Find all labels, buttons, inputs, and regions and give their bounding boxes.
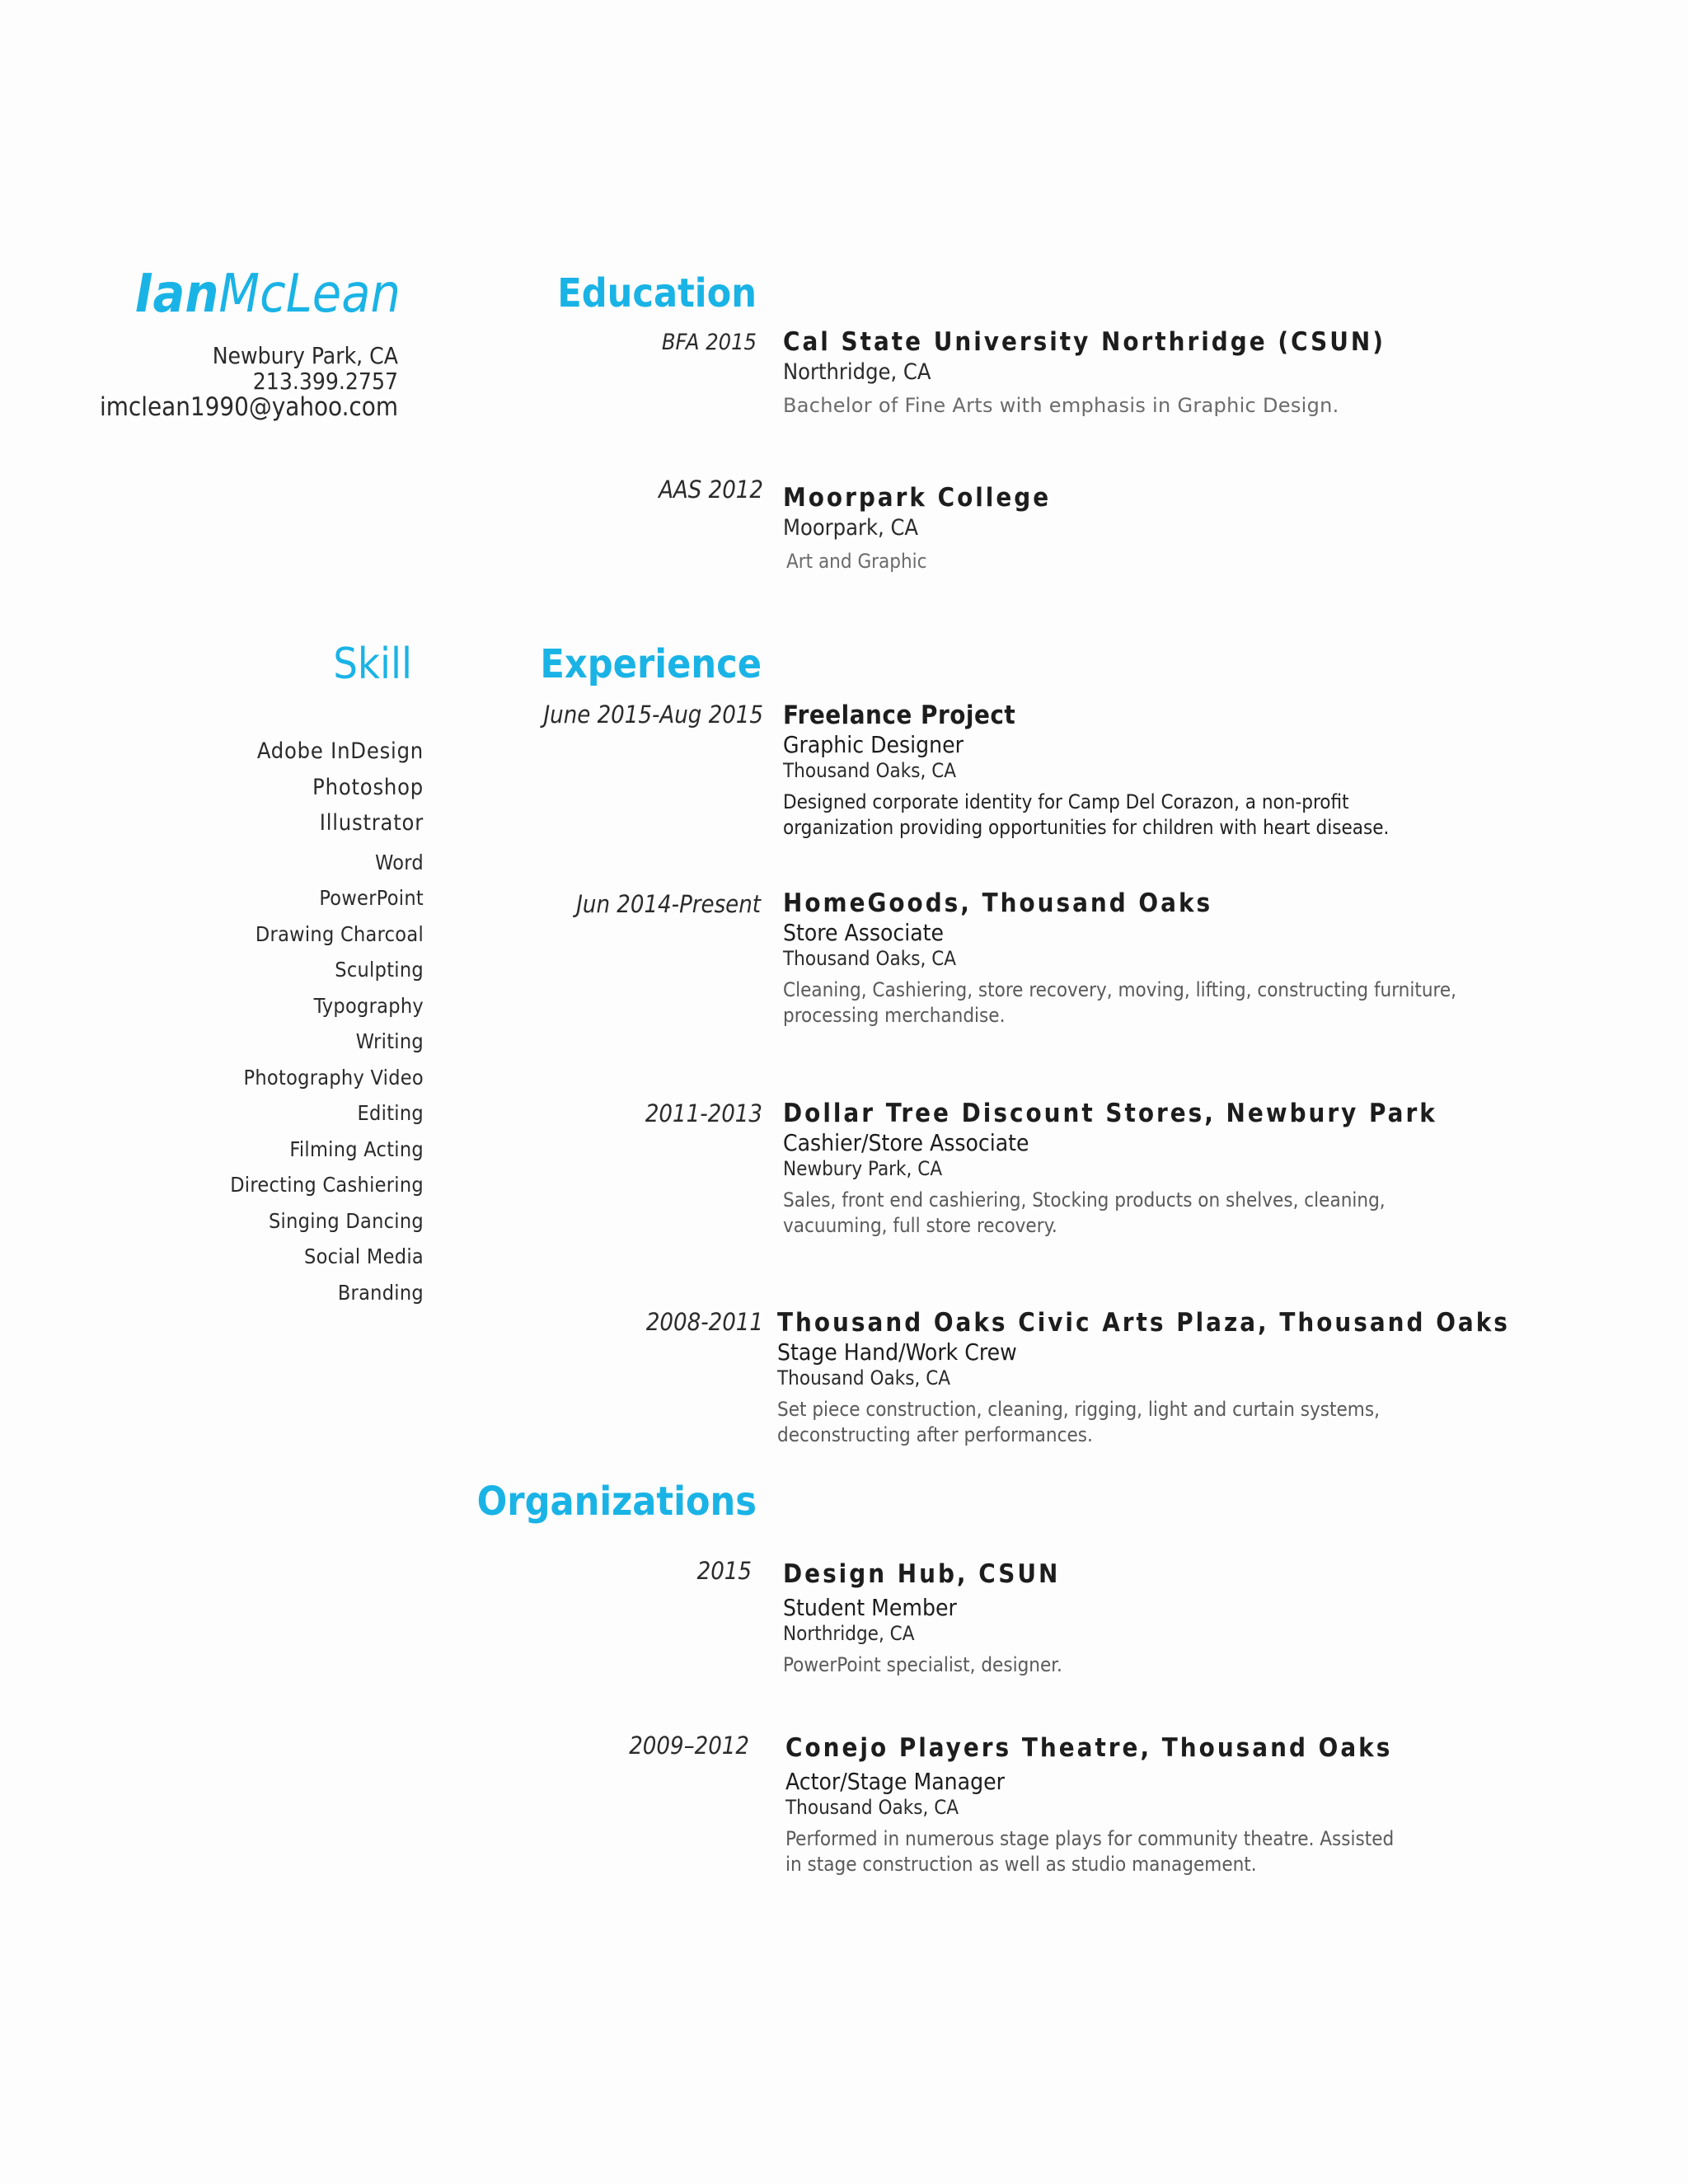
organization-location: Thousand Oaks, CA — [785, 1795, 959, 1819]
skill-item: Social Media — [304, 1244, 424, 1268]
job-role: Store Associate — [783, 918, 945, 946]
experience-entry — [783, 888, 1541, 1029]
skill-item: PowerPoint — [319, 886, 424, 910]
job-description: Sales, front end cashiering, Stocking products on shelves, cleaning, vacuuming, full store recovery. — [783, 1188, 1386, 1238]
contact-phone: 213.399.2757 — [252, 368, 398, 395]
organization-date: 2015 — [696, 1557, 752, 1585]
contact-email: imclean1990@yahoo.com — [99, 392, 398, 422]
education-entry — [783, 326, 1541, 419]
first-name: Ian — [135, 264, 219, 325]
organization-name: Design Hub, CSUN — [783, 1559, 1061, 1589]
skill-item: Singing Dancing — [268, 1208, 424, 1233]
degree-description: Bachelor of Fine Arts with emphasis in Graphic Design. — [783, 393, 1339, 417]
skill-item: Editing — [357, 1101, 424, 1125]
job-location: Thousand Oaks, CA — [783, 758, 957, 782]
contact-location: Newbury Park, CA — [212, 342, 398, 369]
education-heading: Education — [557, 270, 757, 316]
experience-date: 2011-2013 — [645, 1099, 762, 1127]
organization-location: Northridge, CA — [783, 1621, 915, 1645]
organizations-heading: Organizations — [476, 1479, 757, 1525]
education-date: AAS 2012 — [659, 476, 763, 504]
job-role: Stage Hand/Work Crew — [777, 1338, 1017, 1366]
skill-heading: Skill — [333, 640, 412, 689]
experience-date: June 2015-Aug 2015 — [543, 701, 763, 729]
school-name: Cal State University Northridge (CSUN) — [783, 327, 1386, 357]
skill-item: Photography Video — [243, 1065, 424, 1090]
job-location: Thousand Oaks, CA — [777, 1366, 951, 1390]
experience-heading: Experience — [540, 641, 762, 687]
organization-entry — [783, 1558, 1541, 1678]
organization-name: Dollar Tree Discount Stores, Newbury Park — [783, 1099, 1437, 1128]
skill-item: Sculpting — [335, 958, 424, 982]
organization-name: Thousand Oaks Civic Arts Plaza, Thousand Oaks — [777, 1308, 1510, 1338]
organization-name: Conejo Players Theatre, Thousand Oaks — [785, 1733, 1393, 1763]
member-role: Actor/Stage Manager — [785, 1767, 1005, 1795]
job-location: Newbury Park, CA — [783, 1156, 943, 1180]
organization-name: Freelance Project — [783, 701, 1016, 730]
job-description: Set piece construction, cleaning, rigging, light and curtain systems, deconstructing after performances. — [777, 1397, 1380, 1447]
degree-description: Art and Graphic — [786, 549, 927, 573]
organization-entry — [785, 1732, 1544, 1877]
skill-item: Word — [375, 850, 424, 874]
experience-date: Jun 2014-Present — [576, 890, 761, 918]
skill-item: Filming Acting — [289, 1137, 424, 1161]
school-location: Northridge, CA — [783, 359, 931, 385]
education-entry — [783, 482, 1541, 574]
skill-item: Adobe InDesign — [256, 738, 424, 764]
school-name: Moorpark College — [783, 483, 1052, 513]
experience-entry — [783, 700, 1541, 841]
job-description: Cleaning, Cashiering, store recovery, moving, lifting, constructing furniture, processing merchandise. — [783, 977, 1456, 1028]
job-description: Designed corporate identity for Camp Del Corazon, a non-profit organization providing opportunities for children with heart disease. — [783, 790, 1390, 840]
job-location: Thousand Oaks, CA — [783, 946, 957, 970]
member-role: Student Member — [783, 1593, 957, 1621]
skill-item: Illustrator — [319, 810, 424, 836]
skill-item: Photoshop — [312, 774, 424, 800]
experience-entry — [777, 1307, 1536, 1448]
skill-item: Drawing Charcoal — [255, 921, 424, 946]
skill-item: Writing — [355, 1029, 424, 1053]
job-role: Cashier/Store Associate — [783, 1128, 1029, 1156]
organization-name: HomeGoods, Thousand Oaks — [783, 888, 1213, 918]
organization-description: PowerPoint specialist, designer. — [783, 1652, 1062, 1676]
candidate-name — [135, 264, 401, 325]
education-date: BFA 2015 — [661, 330, 757, 355]
school-location: Moorpark, CA — [783, 514, 919, 541]
organization-date: 2009–2012 — [629, 1732, 749, 1760]
skill-item: Typography — [313, 993, 424, 1018]
skill-item: Branding — [337, 1280, 424, 1305]
last-name: McLean — [218, 264, 401, 325]
skill-item: Directing Cashiering — [230, 1173, 424, 1197]
experience-date: 2008-2011 — [645, 1308, 763, 1336]
experience-entry — [783, 1098, 1541, 1239]
organization-description: Performed in numerous stage plays for community theatre. Assisted in stage construction as well as studio management. — [785, 1826, 1395, 1877]
skill-list — [230, 733, 424, 1310]
job-role: Graphic Designer — [783, 730, 964, 758]
